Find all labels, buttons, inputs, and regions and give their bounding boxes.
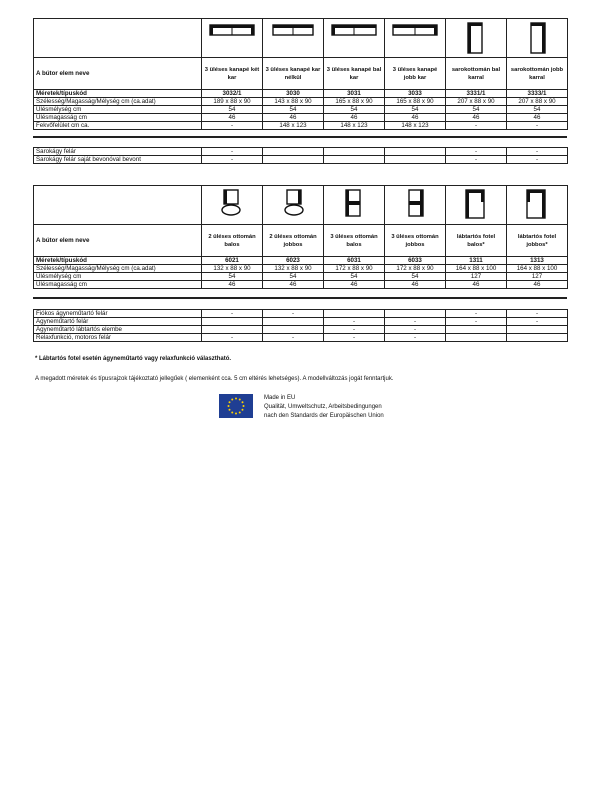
extra-value: - (446, 310, 507, 318)
ottoman-3-right-icon (385, 186, 446, 225)
extra-value: - (385, 334, 446, 342)
spec-value: 164 x 88 x 100 (507, 265, 568, 273)
eu-star-icon (239, 399, 241, 401)
spec-row (34, 273, 568, 281)
disclaimer: A megadott méretek és típusrajzok tájékoztató jellegűek ( elemenként cca. 5 cm eltérés lehetséges). A modellváltozás jogát fenntartjuk. (35, 376, 394, 382)
extra-value (202, 326, 263, 334)
spec-label: Ülésmagasság cm (34, 114, 202, 122)
extra-value (263, 156, 324, 164)
footrest-chair-left-icon (446, 186, 507, 225)
extra-value: - (507, 318, 568, 326)
spec-value: 46 (263, 114, 324, 122)
extra-value: - (507, 148, 568, 156)
sofa-right-arm-icon (385, 19, 446, 58)
product-label: 3 üléses kanapé jobb kar (385, 58, 446, 90)
eu-star-icon (228, 405, 230, 407)
spec-value: 172 x 88 x 90 (385, 265, 446, 273)
eu-line-3: nach den Standards der Europäischen Union (264, 413, 384, 419)
icon-row (34, 186, 568, 225)
spec-value: 46 (202, 114, 263, 122)
spec-value: 3030 (263, 90, 324, 98)
spec-label: Szélesség/Magasság/Mélység cm (ca.adat) (34, 265, 202, 273)
spec-value: 172 x 88 x 90 (324, 265, 385, 273)
product-label: 3 üléses ottomán jobbos (385, 225, 446, 257)
eu-line-1: Made in EU (264, 395, 296, 401)
product-label: 3 üléses kanapé két kar (202, 58, 263, 90)
spec-value: 46 (324, 281, 385, 289)
extras-table-sofas (33, 147, 568, 164)
spec-value: 207 x 88 x 90 (446, 98, 507, 106)
spec-value: 54 (385, 273, 446, 281)
spec-value: 54 (263, 273, 324, 281)
extra-value: - (263, 310, 324, 318)
spec-value: 46 (202, 281, 263, 289)
spec-value: 148 x 123 (324, 122, 385, 130)
section-divider (33, 297, 567, 299)
spec-label: Méretek/típuskód (34, 257, 202, 265)
spec-value: 3333/1 (507, 90, 568, 98)
product-label: 3 üléses kanapé kar nélkül (263, 58, 324, 90)
extra-label: Ágyneműtartó lábtartós elembe (34, 326, 202, 334)
spec-label: Méretek/típuskód (34, 90, 202, 98)
product-table-ottomans (33, 185, 568, 289)
spec-value: 54 (507, 106, 568, 114)
extra-value: - (202, 310, 263, 318)
extra-row (34, 156, 568, 164)
spec-value: 46 (507, 114, 568, 122)
product-name-row (34, 225, 568, 257)
ottoman-2-left-icon (202, 186, 263, 225)
spec-value: 6033 (385, 257, 446, 265)
extra-value: - (202, 148, 263, 156)
spec-value: 54 (446, 106, 507, 114)
extra-value (263, 148, 324, 156)
spec-row (34, 98, 568, 106)
extra-value: - (324, 326, 385, 334)
eu-star-icon (235, 413, 237, 415)
product-label: 2 üléses ottomán jobbos (263, 225, 324, 257)
extra-label: Fiókos ágyneműtartó felár (34, 310, 202, 318)
extra-value (324, 156, 385, 164)
spec-value: 127 (507, 273, 568, 281)
eu-star-icon (231, 412, 233, 414)
spec-value: 3331/1 (446, 90, 507, 98)
product-label: sarokottomán jobb karral (507, 58, 568, 90)
eu-quality-statement (264, 394, 384, 421)
spec-value: 46 (446, 114, 507, 122)
spec-value: 143 x 88 x 90 (263, 98, 324, 106)
eu-flag-icon (219, 394, 253, 418)
spec-value: 54 (263, 106, 324, 114)
corner-ottoman-left-icon (446, 19, 507, 58)
product-table-sofas (33, 18, 568, 130)
spec-label: Ülésmagasság cm (34, 281, 202, 289)
eu-star-icon (235, 398, 237, 400)
spec-value: 54 (324, 273, 385, 281)
spec-value: 148 x 123 (385, 122, 446, 130)
spec-value: 1311 (446, 257, 507, 265)
eu-star-icon (242, 401, 244, 403)
product-label: 3 üléses kanapé bal kar (324, 58, 385, 90)
spec-value: 46 (324, 114, 385, 122)
extra-row (34, 334, 568, 342)
spec-row (34, 90, 568, 98)
extra-row (34, 310, 568, 318)
spec-value: 46 (385, 281, 446, 289)
name-header: A bútor elem neve (34, 58, 202, 90)
extra-label: Ágyneműtartó felár (34, 318, 202, 326)
spec-value: 164 x 88 x 100 (446, 265, 507, 273)
spec-value: 46 (446, 281, 507, 289)
extra-value (385, 310, 446, 318)
product-label: 3 üléses ottomán balos (324, 225, 385, 257)
extra-label: Relaxfunkció, motoros felár (34, 334, 202, 342)
spec-value: 54 (202, 106, 263, 114)
product-label: 2 üléses ottomán balos (202, 225, 263, 257)
product-label: lábtartós fotel jobbos* (507, 225, 568, 257)
product-label: sarokottomán bal karral (446, 58, 507, 90)
spec-value: 46 (507, 281, 568, 289)
product-name-row (34, 58, 568, 90)
extra-value: - (446, 156, 507, 164)
extra-row (34, 318, 568, 326)
extra-value: - (324, 334, 385, 342)
extra-value: - (385, 318, 446, 326)
spec-value: 148 x 123 (263, 122, 324, 130)
eu-star-icon (231, 399, 233, 401)
product-label: lábtartós fotel balos* (446, 225, 507, 257)
extra-value (202, 318, 263, 326)
name-header: A bútor elem neve (34, 225, 202, 257)
spec-value: 207 x 88 x 90 (507, 98, 568, 106)
extra-value (446, 326, 507, 334)
spec-value: 6023 (263, 257, 324, 265)
extra-value (324, 148, 385, 156)
sofa-both-arms-icon (202, 19, 263, 58)
spec-value: 6031 (324, 257, 385, 265)
sofa-left-arm-icon (324, 19, 385, 58)
extra-value: - (202, 156, 263, 164)
extra-label: Sarokágy felár saját bevonóval bevont (34, 156, 202, 164)
extra-value (507, 334, 568, 342)
extra-value (263, 318, 324, 326)
spec-value: 46 (385, 114, 446, 122)
eu-star-icon (242, 409, 244, 411)
eu-star-icon (229, 401, 231, 403)
spec-value: 3032/1 (202, 90, 263, 98)
spec-value: 127 (446, 273, 507, 281)
blank-cell (34, 186, 202, 225)
extra-value: - (385, 326, 446, 334)
eu-line-2: Qualität, Umweltschutz, Arbeitsbedingungen (264, 404, 382, 410)
corner-ottoman-right-icon (507, 19, 568, 58)
ottoman-3-left-icon (324, 186, 385, 225)
spec-value: - (446, 122, 507, 130)
extras-table-ottomans (33, 309, 568, 342)
sofa-no-arms-icon (263, 19, 324, 58)
blank-cell (34, 19, 202, 58)
spec-row (34, 114, 568, 122)
extra-row (34, 148, 568, 156)
spec-label: Ülésmélység cm (34, 106, 202, 114)
spec-row (34, 257, 568, 265)
spec-value: 3031 (324, 90, 385, 98)
spec-value: 132 x 88 x 90 (202, 265, 263, 273)
spec-value: 189 x 88 x 90 (202, 98, 263, 106)
spec-row (34, 106, 568, 114)
spec-row (34, 122, 568, 130)
spec-value: 1313 (507, 257, 568, 265)
extra-label: Sarokágy felár (34, 148, 202, 156)
extra-value (507, 326, 568, 334)
spec-label: Fekvőfelület cm ca. (34, 122, 202, 130)
spec-value: 165 x 88 x 90 (324, 98, 385, 106)
footrest-chair-right-icon (507, 186, 568, 225)
extra-value: - (202, 334, 263, 342)
spec-label: Szélesség/Magasság/Mélység cm (ca.adat) (34, 98, 202, 106)
spec-value: - (202, 122, 263, 130)
spec-row (34, 281, 568, 289)
spec-label: Ülésmélység cm (34, 273, 202, 281)
section-divider (33, 136, 567, 138)
extra-value: - (446, 148, 507, 156)
extra-value: - (446, 318, 507, 326)
spec-value: - (507, 122, 568, 130)
extra-row (34, 326, 568, 334)
spec-value: 46 (263, 281, 324, 289)
extra-value (385, 148, 446, 156)
ottoman-2-right-icon (263, 186, 324, 225)
extra-value (263, 326, 324, 334)
extra-value (324, 310, 385, 318)
eu-star-icon (229, 409, 231, 411)
eu-star-icon (239, 412, 241, 414)
icon-row (34, 19, 568, 58)
eu-star-icon (243, 405, 245, 407)
extra-value: - (507, 310, 568, 318)
spec-value: 54 (385, 106, 446, 114)
spec-value: 54 (202, 273, 263, 281)
extra-value: - (324, 318, 385, 326)
extra-value: - (263, 334, 324, 342)
extra-value: - (507, 156, 568, 164)
spec-row (34, 265, 568, 273)
extra-value (446, 334, 507, 342)
spec-value: 6021 (202, 257, 263, 265)
spec-value: 132 x 88 x 90 (263, 265, 324, 273)
spec-value: 3033 (385, 90, 446, 98)
spec-value: 54 (324, 106, 385, 114)
footnote: * Lábtartós fotel esetén ágyneműtartó vagy relaxfunkció választható. (35, 356, 232, 362)
spec-value: 165 x 88 x 90 (385, 98, 446, 106)
extra-value (385, 156, 446, 164)
